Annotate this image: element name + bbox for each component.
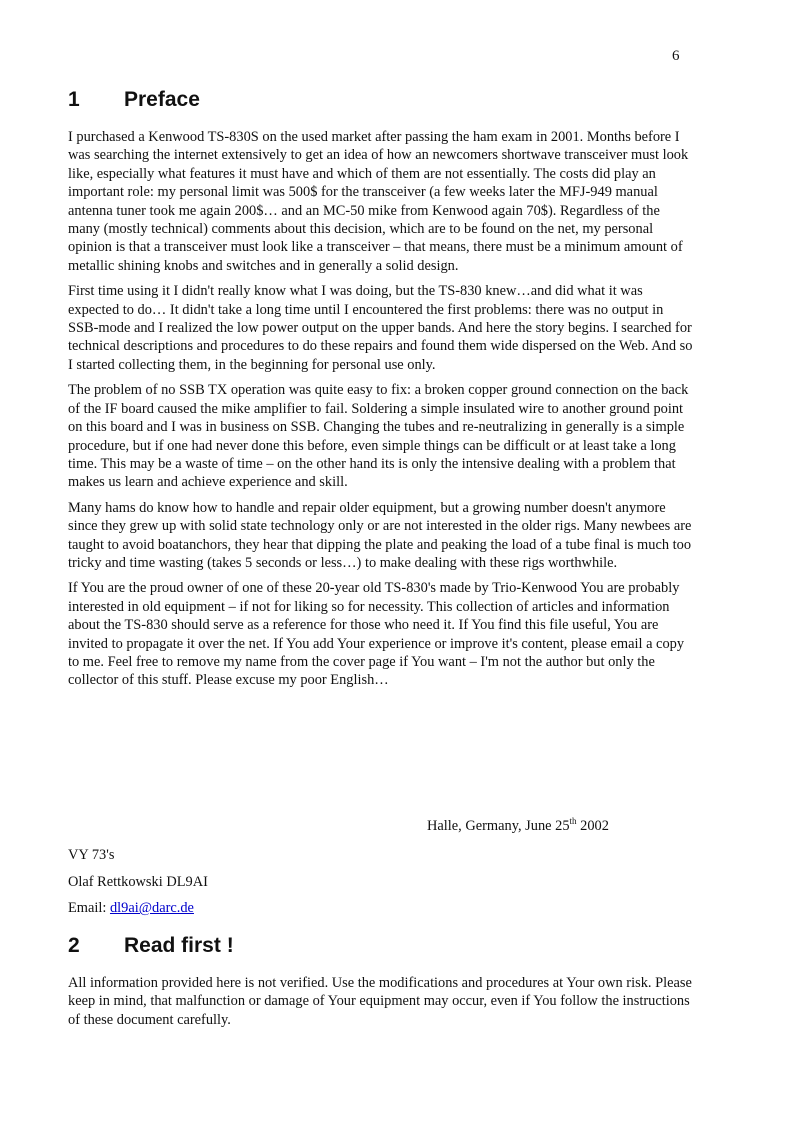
dateline-text: Halle, Germany, June 25: [427, 818, 570, 834]
paragraph: All information provided here is not verified. Use the modifications and procedures at Your own risk. Please keep in mind, that malfunction or damage of Your equipment may occur, even if You follow the instructions of these document carefully.: [68, 975, 692, 1028]
section-title: Preface: [124, 88, 200, 111]
section-heading-read-first: [68, 934, 234, 958]
paragraph: The problem of no SSB TX operation was quite easy to fix: a broken copper ground connection on the back of the IF board caused the mike amplifier to fail. Soldering a simple insulated wire to another ground point on this board and I was in business on SSB. Changing the tubes and re-neutralizing in generally is a simple procedure, but if one had never done this before, even simple things can be difficult or at least take a long time. This may be a waste of time – on the other hand its is only the intensive dealing with a problem that makes us learn and achieve experience and skill.: [68, 382, 689, 491]
read-first-body: [68, 974, 693, 1036]
dateline-year: 2002: [576, 818, 609, 834]
paragraph: Many hams do know how to handle and repair older equipment, but a growing number doesn't anymore since they grew up with solid state technology only or are not interested in the older rigs. Many newbees are taught to avoid boatanchors, they hear that dipping the plate and peaking the load of a tube final is much too tricky and time wasting (takes 5 seconds or less…) to make dealing with these rigs worthwhile.: [68, 499, 692, 571]
section-number: 1: [68, 88, 80, 111]
section-heading-preface: [68, 88, 200, 112]
preface-body: [68, 128, 693, 697]
section-title: Read first !: [124, 934, 234, 957]
email-link[interactable]: dl9ai@darc.de: [109, 900, 194, 916]
page-number: 6: [672, 48, 680, 64]
email-label: Email:: [68, 900, 110, 916]
paragraph: I purchased a Kenwood TS-830S on the used market after passing the ham exam in 2001. Months before I was searching the internet extensively to get an idea of how an newcomers shortwave transceiver must look like, especially what features it must have and which of them are not essentially. The costs did play an important role: my personal limit was 500$ for the transceiver (a few weeks later the MFJ-949 manual antenna tuner took me again 200$… and an MC-50 mike from Kenwood again 70$). Regardless of the many (mostly technical) comments about this decision, which are to be found on the net, my personal opinion is that a transceiver must look like a transceiver – that means, there must be a minimum amount of metallic shining knobs and switches and in generally a solid design.: [68, 129, 689, 274]
paragraph: First time using it I didn't really know what I was doing, but the TS-830 knew…and did what it was expected to do… It didn't take a long time until I encountered the first problems: there was no output in SSB-mode and I realized the low power output on the upper bands. And here the story begins. I searched for technical descriptions and procedures to do these repairs and found them wide dispersed on the Web. And so I started collecting them, in the beginning for personal use only.: [68, 283, 693, 373]
signature-greeting: VY 73's: [68, 847, 115, 863]
ordinal-suffix: th: [569, 816, 577, 827]
section-number: 2: [68, 934, 80, 957]
paragraph: If You are the proud owner of one of these 20-year old TS-830's made by Trio-Kenwood You are probably interested in old equipment – if not for liking so for necessity. This collection of articles and information about the TS-830 should serve as a reference for those who need it. If You find this file useful, You are invited to propagate it over the net. If You add Your experience or improve it's content, please email a copy to me. Feel free to remove my name from the cover page if You want – I'm not the author but only the collector of this stuff. Please excuse my poor English…: [68, 580, 685, 689]
signature-name: Olaf Rettkowski DL9AI: [68, 874, 208, 890]
signature-email: [68, 900, 194, 917]
dateline: [427, 818, 609, 835]
